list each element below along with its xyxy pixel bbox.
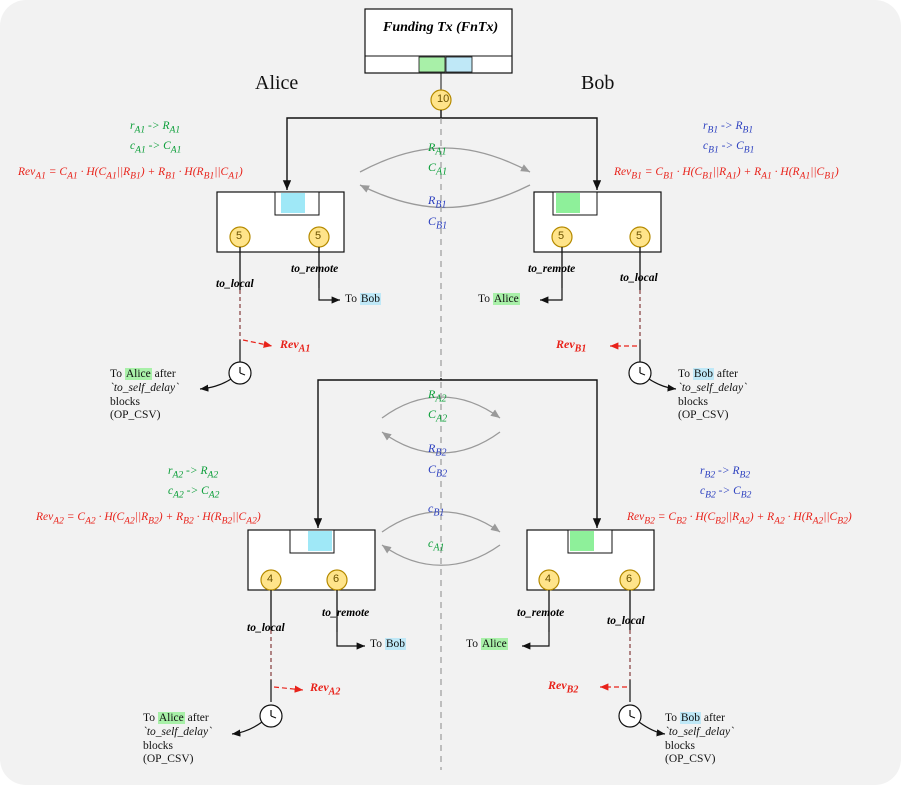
bob-r2-local-amount: 6 [626,573,633,585]
bob-r1-rev-label: Rev$_{B1}$ [556,337,587,355]
alice-r2-to-local-label: to_local [247,622,285,634]
exchange-label-c-A1: $c_{A1}$ [428,536,445,554]
bob-r1-remote-amount: 5 [558,230,565,242]
bob-r2-key-line-1: $r_{B2} -> R_{B2}$ [700,465,751,481]
alice-r1-revocation-formula: $Rev_{A1} = C_{A1} \cdot H(C_{A1}||R_{B1}) + R_{B1} \cdot H(R_{B1}||C_{A1})$ [18,166,243,182]
exchange-label-R-B2: $R_{B2}$ [428,441,447,459]
alice-r2-revocation-formula: $Rev_{A2} = C_{A2} \cdot H(C_{A2}||R_{B2}) + R_{B2} \cdot H(R_{B2}||C_{A2})$ [36,511,261,527]
bob-r2-csv-line4: (OP_CSV) [665,753,716,766]
alice-r2-csv-note [143,712,255,767]
alice-r2-remote-amount: 6 [333,573,340,585]
funding-output-amount: 10 [437,93,450,105]
dest-name-alice: Alice [493,293,519,305]
participant-alice-label: Alice [255,72,299,94]
exchange-label-R-A1: $R_{A1}$ [428,140,447,158]
alice-r1-remote-dest: To Bob [345,293,381,305]
alice-r1-csv-line1: To Alice after [110,368,176,380]
participant-bob-label: Bob [581,72,615,94]
funding-tx-box [365,9,512,73]
bob-commit-tx-1 [534,192,661,252]
dest-name-bob: Bob [360,293,381,305]
alice-r1-csv-line3: blocks [110,395,141,408]
alice-r2-key-line-2: $c_{A2} -> C_{A2}$ [168,485,220,501]
alice-r2-rev-label: Rev$_{A2}$ [310,680,341,698]
alice-r1-to-remote-label: to_remote [291,263,339,275]
bob-r1-remote-dest: To Alice [478,293,519,305]
bob-r1-local-amount: 5 [636,230,643,242]
bob-r1-key-line-1: $r_{B1} -> R_{B1}$ [703,120,754,136]
exchange-label-C-A2: $C_{A2}$ [428,407,448,425]
bob-r1-revocation-formula: $Rev_{B1} = C_{B1} \cdot H(C_{B1}||R_{A1}) + R_{A1} \cdot H(R_{A1}||C_{B1})$ [614,166,839,182]
bob-r1-csv-line4: (OP_CSV) [678,409,729,422]
bob-r1-key-line-2: $c_{B1} -> C_{B1}$ [703,140,755,156]
exchange-label-R-B1: $R_{B1}$ [428,193,447,211]
alice-r1-remote-amount: 5 [315,230,322,242]
exchange-label-c-B1: $c_{B1}$ [428,501,445,519]
bob-r2-to-local-label: to_local [607,615,645,627]
alice-r1-key-line-2: $c_{A1} -> C_{A1}$ [130,140,182,156]
alice-commit-tx-1 [217,192,344,252]
bob-r2-csv-note [665,712,785,767]
funding-tx-title: Funding Tx (FnTx) [383,20,499,35]
alice-r1-csv-note [110,368,220,423]
bob-r1-csv-line2: `to_self_delay` [678,381,747,394]
bob-r1-to-remote-label: to_remote [528,263,576,275]
bob-r1-csv-note [678,368,798,423]
alice-r1-local-amount: 5 [236,230,243,242]
bob-r2-revocation-formula: $Rev_{B2} = C_{B2} \cdot H(C_{B2}||R_{A2}) + R_{A2} \cdot H(R_{A2}||C_{B2})$ [627,511,852,527]
bob-r1-csv-line1: To Bob after [678,368,738,380]
bob-r2-remote-dest: To Alice [466,638,507,650]
alice-r2-to-remote-label: to_remote [322,607,370,619]
alice-r2-local-amount: 4 [267,573,274,585]
alice-r2-csv-line4: (OP_CSV) [143,753,194,766]
exchange-label-C-A1: $C_{A1}$ [428,160,448,178]
exchange-label-C-B2: $C_{B2}$ [428,462,448,480]
alice-r1-rev-label: Rev$_{A1}$ [280,337,311,355]
bob-r2-rev-label: Rev$_{B2}$ [548,678,579,696]
bob-r2-to-remote-label: to_remote [517,607,565,619]
alice-r2-csv-line2: `to_self_delay` [143,725,212,738]
alice-r2-csv-line3: blocks [143,739,174,752]
bob-r2-csv-line1: To Bob after [665,712,725,724]
bob-r2-remote-amount: 4 [545,573,552,585]
bob-r2-key-line-2: $c_{B2} -> C_{B2}$ [700,485,752,501]
exchange-label-R-A2: $R_{A2}$ [428,387,447,405]
alice-r1-key-line-1: $r_{A1} -> R_{A1}$ [130,120,181,136]
alice-r2-remote-dest: To Bob [370,638,406,650]
alice-r2-key-line-1: $r_{A2} -> R_{A2}$ [168,465,219,481]
exchange-label-C-B1: $C_{B1}$ [428,214,448,232]
bob-r1-to-local-label: to_local [620,272,658,284]
alice-r1-csv-line4: (OP_CSV) [110,409,161,422]
bob-r2-csv-line2: `to_self_delay` [665,725,734,738]
alice-r1-to-local-label: to_local [216,278,254,290]
alice-r2-csv-line1: To Alice after [143,712,209,724]
bob-r2-csv-line3: blocks [665,739,696,752]
alice-r1-csv-line2: `to_self_delay` [110,381,179,394]
bob-r1-csv-line3: blocks [678,395,709,408]
